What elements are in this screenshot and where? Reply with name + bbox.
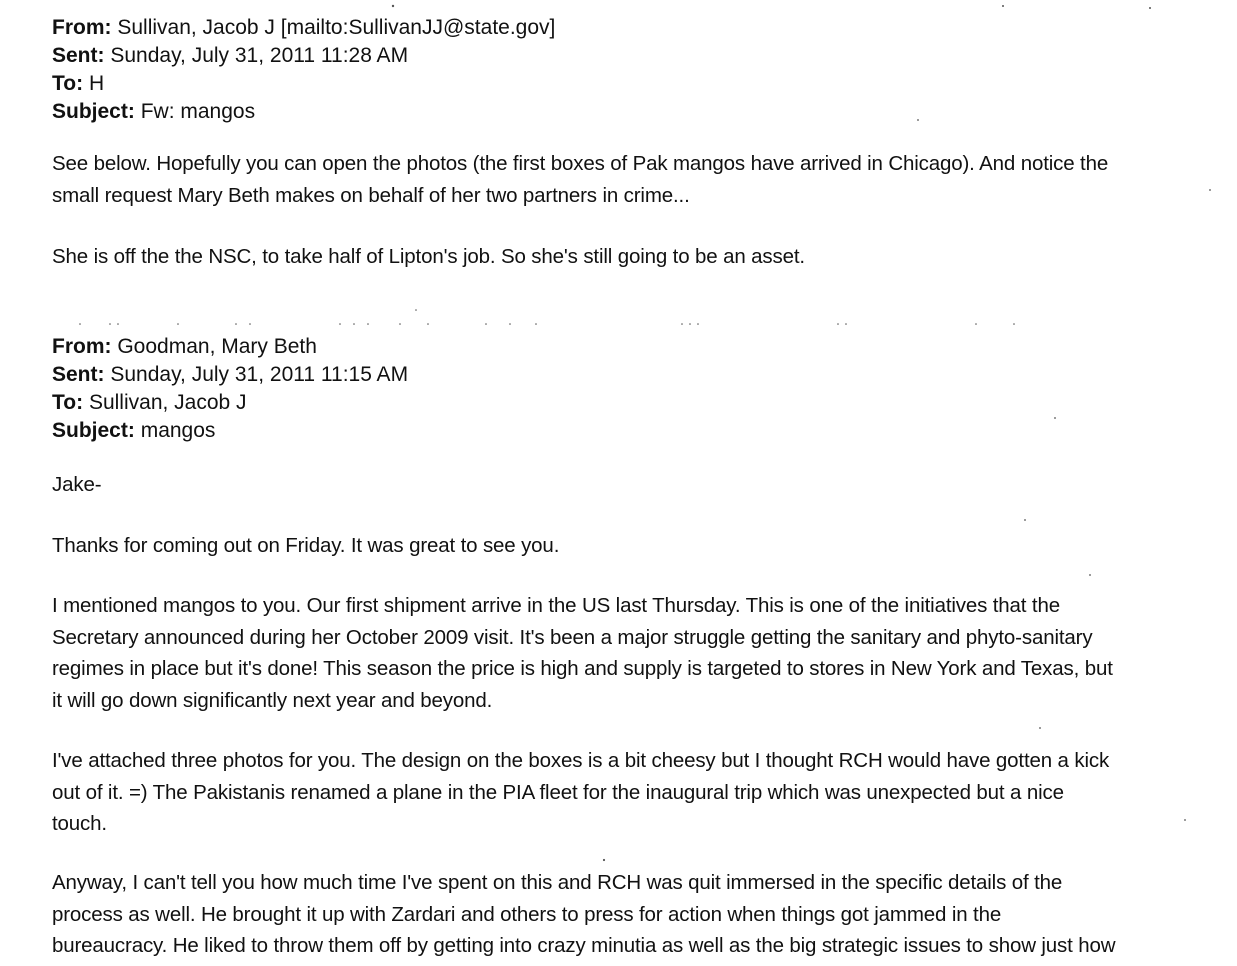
text-line: regimes in place but it's done! This season the price is high and supply is targeted to stores in New York and Texas, but xyxy=(52,657,1113,680)
text-line: She is off the the NSC, to take half of Lipton's job. So she's still going to be an asset. xyxy=(52,245,805,268)
text-line: Secretary announced during her October 2009 visit. It's been a major struggle getting the sanitary and phyto-sanitary xyxy=(52,625,1093,649)
sent-label: Sent xyxy=(52,363,98,386)
forward-paragraph-1 xyxy=(52,148,1217,211)
header-from-line xyxy=(52,14,1222,42)
colon: : xyxy=(104,16,112,39)
text-line: Anyway, I can't tell you how much time I've spent on this and RCH was quit immersed in the specific details of the xyxy=(52,871,1063,894)
header-subject-line xyxy=(52,417,1222,445)
paragraph-thanks xyxy=(52,530,1217,562)
from-value: Sullivan, Jacob J [mailto:SullivanJJ@state.gov] xyxy=(117,16,556,39)
header-from-line xyxy=(52,333,1222,361)
colon: : xyxy=(104,335,112,358)
text-line: it will go down significantly next year and beyond. xyxy=(52,688,493,712)
text-line: process as well. He brought it up with Zardari and others to press for action when things got jammed in the xyxy=(52,902,1002,926)
text-line: small request Mary Beth makes on behalf of her two partners in crime... xyxy=(52,183,690,207)
colon: : xyxy=(76,72,84,95)
colon: : xyxy=(127,100,135,123)
forward-paragraph-2 xyxy=(52,241,1217,273)
email-header-original xyxy=(52,333,1222,445)
text-line: touch. xyxy=(52,812,107,835)
text-line: bureaucracy. He liked to throw them off by getting into crazy minutia as well as the big strategic issues to show just how xyxy=(52,934,1116,957)
to-label: To xyxy=(52,391,77,414)
subject-value: Fw: mangos xyxy=(140,100,256,123)
from-value: Goodman, Mary Beth xyxy=(117,335,317,358)
paragraph-anyway xyxy=(52,867,1217,962)
header-to-line xyxy=(52,389,1222,417)
text-line: I've attached three photos for you. The design on the boxes is a bit cheesy but I thought RCH would have gotten a kick xyxy=(52,749,1110,772)
text-line: Thanks for coming out on Friday. It was great to see you. xyxy=(52,534,560,557)
from-label: From xyxy=(52,16,105,39)
greeting xyxy=(52,469,1217,501)
colon: : xyxy=(127,419,135,442)
colon: : xyxy=(97,44,105,67)
email-header-forward xyxy=(52,14,1222,126)
text-line: See below. Hopefully you can open the photos (the first boxes of Pak mangos have arrived in Chicago). And notice the xyxy=(52,152,1109,175)
colon: : xyxy=(76,391,84,414)
paragraph-mangos xyxy=(52,590,1217,716)
text-line: I mentioned mangos to you. Our first shipment arrive in the US last Thursday. This is one of the initiatives that the xyxy=(52,594,1060,617)
subject-label: Subject xyxy=(52,419,128,442)
to-label: To xyxy=(52,72,77,95)
text-line: out of it. =) The Pakistanis renamed a plane in the PIA fleet for the inaugural trip which was unexpected but a nice xyxy=(52,780,1064,804)
subject-value: mangos xyxy=(140,419,216,442)
sent-value: Sunday, July 31, 2011 11:28 AM xyxy=(110,44,409,67)
header-sent-line xyxy=(52,42,1222,70)
header-to-line xyxy=(52,70,1222,98)
text-line: Jake- xyxy=(52,473,102,496)
colon: : xyxy=(97,363,105,386)
header-sent-line xyxy=(52,361,1222,389)
from-label: From xyxy=(52,335,105,358)
paragraph-photos xyxy=(52,745,1217,840)
to-value: H xyxy=(88,72,105,95)
subject-label: Subject xyxy=(52,100,128,123)
header-subject-line xyxy=(52,98,1222,126)
sent-value: Sunday, July 31, 2011 11:15 AM xyxy=(110,363,409,386)
to-value: Sullivan, Jacob J xyxy=(88,391,247,414)
sent-label: Sent xyxy=(52,44,98,67)
